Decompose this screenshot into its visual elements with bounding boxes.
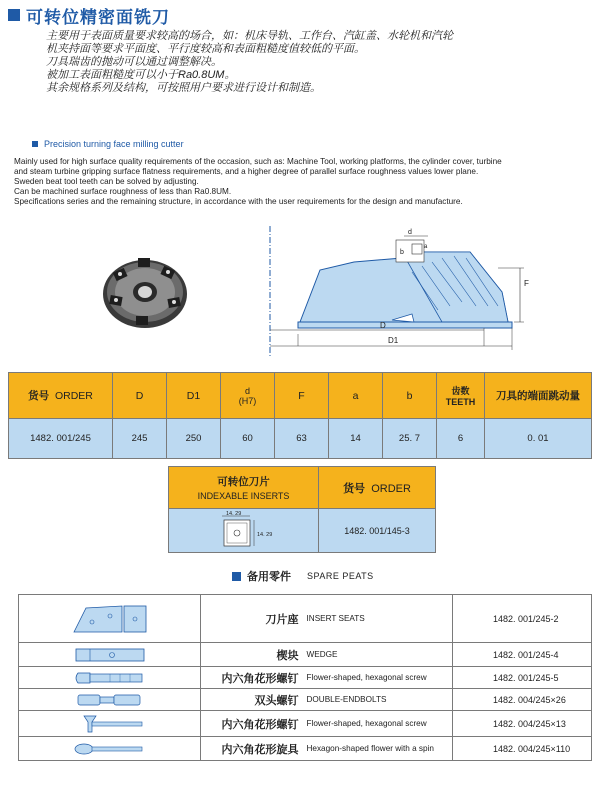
col-order (9, 373, 113, 419)
spare-part-en: Hexagon-shaped flower with a spin (305, 737, 453, 761)
spare-part-en: WEDGE (305, 643, 453, 667)
insert-order-header (319, 467, 436, 509)
spare-part-code: 1482. 001/245-4 (453, 643, 592, 667)
en-subtitle (32, 139, 184, 149)
table-row (19, 643, 592, 667)
insert-order-value: 1482. 001/145-3 (319, 509, 436, 553)
cell-D: 245 (113, 419, 167, 459)
spare-part-image (19, 643, 201, 667)
cell-a: 14 (329, 419, 383, 459)
flower-screw-long-icon (70, 714, 150, 734)
drawing-label-a: a (424, 244, 428, 250)
spare-part-cn: 楔块 (201, 643, 305, 667)
insert-seat-icon (70, 602, 150, 636)
spare-part-en: DOUBLE-ENDBOLTS (305, 689, 453, 711)
drawing-label-b: b (400, 249, 404, 256)
spare-title-en: SPARE PEATS (307, 571, 374, 581)
en-description (14, 157, 594, 207)
cell-order: 1482. 001/245 (9, 419, 113, 459)
cn-description (46, 30, 586, 95)
spare-part-cn: 内六角花形螺钉 (201, 711, 305, 737)
spare-part-cn: 刀片座 (201, 595, 305, 643)
spare-part-code: 1482. 004/245×13 (453, 711, 592, 737)
drawing-label-d: d (408, 229, 412, 236)
cell-b: 25. 7 (383, 419, 437, 459)
col-F: F (275, 373, 329, 419)
spare-parts-title (232, 568, 374, 584)
spare-part-cn: 双头螺钉 (201, 689, 305, 711)
table-row (19, 667, 592, 689)
double-endbolt-icon (70, 692, 150, 708)
insert-dim-top: 14. 29 (225, 510, 241, 517)
insert-square-icon (204, 510, 284, 550)
insert-order-cn: 货号 (343, 482, 366, 495)
spare-part-image (19, 689, 201, 711)
insert-header-cn: 可转位刀片 (217, 476, 270, 488)
col-teeth-cn: 齿数 (451, 386, 470, 396)
spare-part-image (19, 595, 201, 643)
table-row (19, 689, 592, 711)
spare-part-image (19, 667, 201, 689)
col-D: D (113, 373, 167, 419)
col-teeth (437, 373, 485, 419)
col-runout-cn: 刀具的端面跳动量 (496, 390, 580, 402)
table-row (9, 419, 592, 459)
spec-table (8, 372, 592, 459)
en-description-line: Specifications series and the remaining structure, in accordance with the user requirements for the design and manufacture. (14, 197, 463, 206)
cell-teeth: 6 (437, 419, 485, 459)
hex-spin-tool-icon (70, 740, 150, 758)
col-runout (485, 373, 592, 419)
insert-table (168, 466, 436, 553)
spare-part-en: INSERT SEATS (305, 595, 453, 643)
spare-part-image (19, 737, 201, 761)
spare-title-square-icon (232, 572, 241, 581)
title-square-icon (8, 9, 20, 21)
table-row (19, 737, 592, 761)
insert-dim-side: 14. 29 (256, 531, 272, 538)
cn-description-line: 被加工表面粗糙度可以小于Ra0.8UM。 (46, 69, 236, 81)
cn-description-line: 主要用于表面质量要求较高的场合，如：机床导轨、工作台、汽缸盖、水轮机和汽轮 (46, 30, 453, 42)
cell-d: 60 (221, 419, 275, 459)
insert-header-en: INDEXABLE INSERTS (197, 491, 290, 501)
en-description-line: Can be machined surface roughness of less than Ra0.8UM. (14, 187, 232, 196)
col-teeth-en: TEETH (445, 397, 476, 407)
cn-description-line: 机夹持面等要求平面度、平行度较高和表面粗糙度值较低的平面。 (46, 43, 365, 55)
spare-part-image (19, 711, 201, 737)
table-row (19, 595, 592, 643)
en-subtitle-text: Precision turning face milling cutter (44, 139, 184, 149)
table-row (169, 509, 436, 553)
title-text: 可转位精密面铣刀 (26, 7, 170, 27)
cell-runout: 0. 01 (485, 419, 592, 459)
col-d-label: d (244, 385, 250, 396)
insert-drawing-cell (169, 509, 319, 553)
wedge-icon (70, 646, 150, 664)
spare-part-code: 1482. 004/245×26 (453, 689, 592, 711)
spare-part-code: 1482. 001/245-2 (453, 595, 592, 643)
en-description-line: Sweden beat tool teeth can be solved by adjusting. (14, 177, 199, 186)
insert-order-en: ORDER (371, 482, 411, 495)
spare-part-cn: 内六角花形螺钉 (201, 667, 305, 689)
col-d (221, 373, 275, 419)
cell-D1: 250 (167, 419, 221, 459)
col-b: b (383, 373, 437, 419)
col-a: a (329, 373, 383, 419)
spare-part-en: Flower-shaped, hexagonal screw (305, 711, 453, 737)
col-d-sub: (H7) (238, 395, 257, 406)
flower-screw-icon (70, 670, 150, 686)
insert-table-header-row (169, 467, 436, 509)
drawing-label-D: D (380, 321, 386, 330)
en-description-line: and steam turbine gripping surface flatness requirements, and a higher degree of parallel surface roughness values lower plane. (14, 167, 479, 176)
col-order-en: ORDER (54, 390, 93, 402)
cell-F: 63 (275, 419, 329, 459)
spare-parts-table (18, 594, 592, 761)
cn-description-line: 其余规格系列及结构，可按照用户要求进行设计和制造。 (46, 82, 321, 94)
col-order-cn: 货号 (28, 390, 50, 402)
bullet-icon (32, 141, 38, 147)
spare-part-code: 1482. 004/245×110 (453, 737, 592, 761)
page-title (8, 4, 170, 26)
spare-part-code: 1482. 001/245-5 (453, 667, 592, 689)
drawing-label-D1: D1 (388, 336, 399, 345)
cutter-cross-section-drawing (262, 222, 542, 362)
cutter-photo (100, 252, 190, 332)
spare-part-en: Flower-shaped, hexagonal screw (305, 667, 453, 689)
cn-description-line: 刀具瑞齿的抛动可以通过调整解决。 (46, 56, 222, 68)
col-D1: D1 (167, 373, 221, 419)
en-description-line: Mainly used for high surface quality requirements of the occasion, such as: Machine Tool, working platforms, the cylinder cover, turbine (14, 157, 502, 166)
drawing-label-F: F (524, 279, 529, 288)
spare-title-cn: 备用零件 (247, 571, 291, 583)
insert-col-header (169, 467, 319, 509)
table-row (19, 711, 592, 737)
spare-part-cn: 内六角花形旋具 (201, 737, 305, 761)
spec-table-header-row (9, 373, 592, 419)
